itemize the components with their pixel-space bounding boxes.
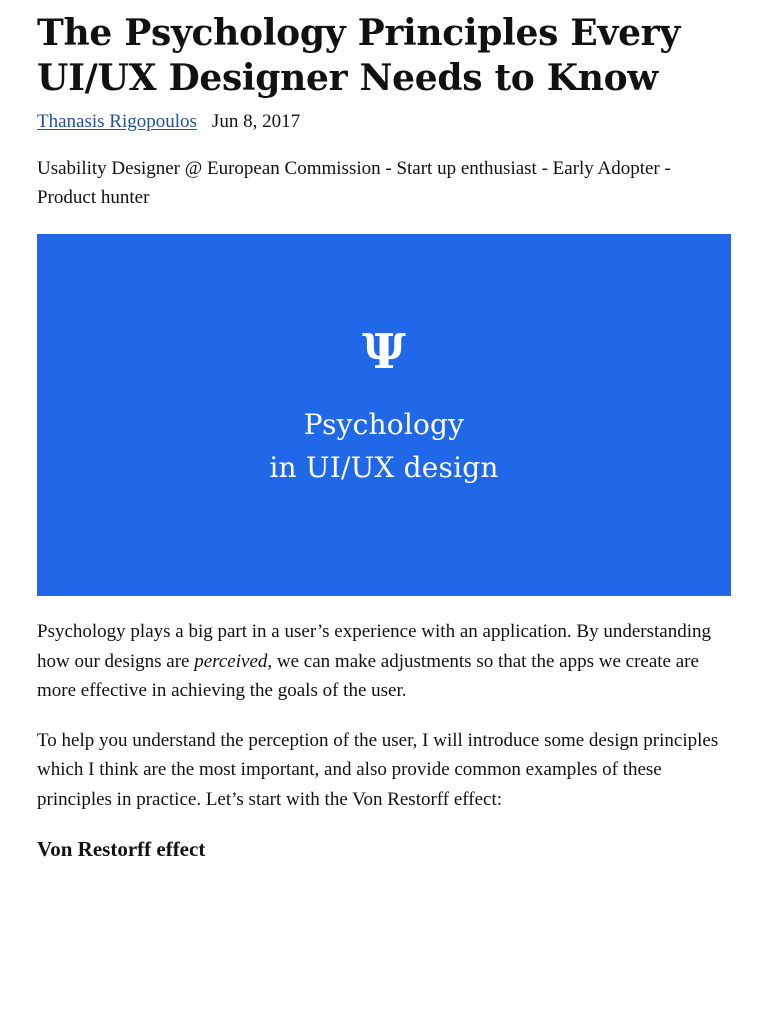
article	[37, 0, 731, 864]
hero-image	[37, 234, 731, 596]
psi-icon: Ψ	[362, 324, 406, 380]
paragraph-intro-emphasis: perceived	[194, 650, 268, 672]
byline	[37, 109, 731, 135]
author-bio: Usability Designer @ European Commission - Start up enthusiast - Early Adopter - Product hunter	[37, 158, 671, 208]
hero-caption-line-2: in UI/UX design	[269, 451, 499, 484]
author-link[interactable]: Thanasis Rigopoulos	[37, 111, 197, 132]
paragraph-principles: To help you understand the perception of the user, I will introduce some design principles which I think are the most important, and also provide common examples of these principles in practice. Let’s start with the Von Restorff effect:	[37, 729, 719, 810]
section-heading: Von Restorff effect	[37, 837, 206, 861]
paragraph-intro	[37, 617, 731, 706]
article-title: The Psychology Principles Every UI/UX Designer Needs to Know	[37, 12, 680, 99]
publish-date: Jun 8, 2017	[211, 111, 301, 132]
paragraph-intro-text-end: , we can make adjustments so that the apps we create are more effective in achieving the goals of the user.	[37, 650, 699, 701]
paragraph-intro-text-start: Psychology plays a big part in a user’s experience with an application. By understanding how our designs are	[37, 621, 711, 672]
hero-caption-line-1: Psychology	[303, 408, 465, 441]
